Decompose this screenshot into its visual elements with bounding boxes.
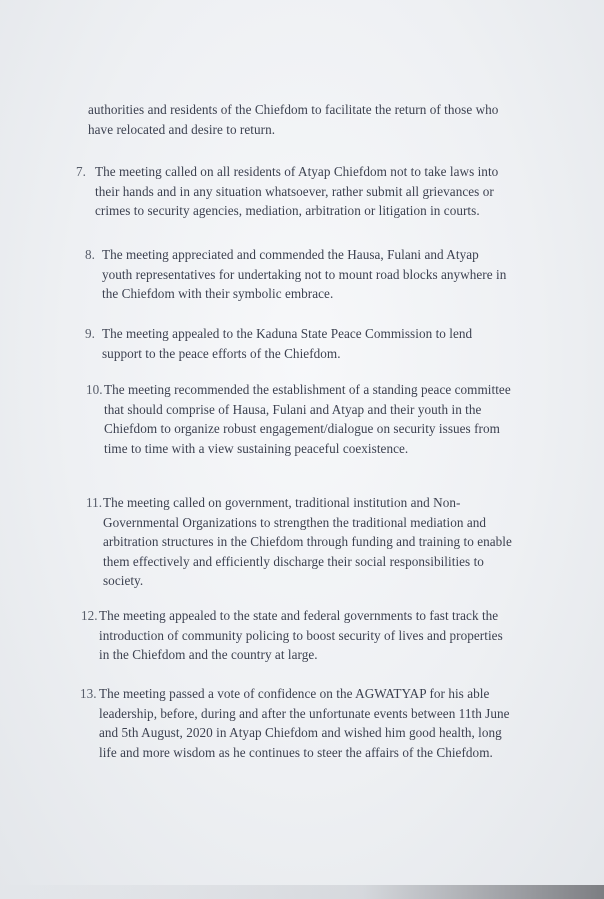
item-line: their hands and in any situation whatsoever, rather submit all grievances or [95, 183, 494, 199]
item-text [99, 606, 503, 665]
item-number: 12. [81, 608, 98, 623]
item-line: that should comprise of Hausa, Fulani and Atyap and their youth in the [104, 401, 482, 417]
item-number: 9. [85, 326, 95, 341]
item-line: youth representatives for undertaking not to mount road blocks anywhere in [102, 266, 507, 282]
item-text [102, 245, 506, 304]
item-number: 13. [80, 686, 97, 701]
item-line: them effectively and efficiently discharge their social responsibilities to [103, 553, 484, 569]
item-number: 7. [76, 164, 86, 179]
item-text [104, 380, 511, 458]
item-line: The meeting appealed to the Kaduna State Peace Commission to lend [102, 326, 473, 341]
item-number: 8. [85, 247, 95, 262]
item-line: leadership, before, during and after the unfortunate events between 11th June [99, 705, 510, 721]
item-number: 11. [86, 495, 103, 510]
item-line: The meeting called on all residents of Atyap Chiefdom not to take laws into [95, 164, 499, 179]
item-text [102, 324, 472, 363]
item-line: The meeting appealed to the state and federal governments to fast track the [99, 608, 499, 623]
item-line: crimes to security agencies, mediation, arbitration or litigation in courts. [95, 203, 480, 218]
item-line: the Chiefdom with their symbolic embrace. [102, 286, 334, 301]
item-line: in the Chiefdom and the country at large. [99, 647, 318, 662]
item-line: Chiefdom to organize robust engagement/dialogue on security issues from [104, 421, 500, 436]
item-line: life and more wisdom as he continues to steer the affairs of the Chiefdom. [99, 744, 493, 760]
intro-line: have relocated and desire to return. [88, 121, 276, 137]
intro-line: authorities and residents of the Chiefdom to facilitate the return of those who [88, 102, 499, 117]
item-line: The meeting recommended the establishment of a standing peace committee [104, 382, 511, 397]
item-line: time to time with a view sustaining peaceful coexistence. [104, 440, 409, 456]
item-text [95, 162, 498, 221]
item-text [99, 684, 510, 762]
item-line: introduction of community policing to boost security of lives and properties [99, 627, 503, 643]
item-line: support to the peace efforts of the Chiefdom. [102, 345, 341, 361]
item-line: Governmental Organizations to strengthen the traditional mediation and [103, 514, 487, 530]
item-line: and 5th August, 2020 in Atyap Chiefdom and wished him good health, long [99, 725, 502, 740]
item-line: The meeting passed a vote of confidence on the AGWATYAP for his able [99, 686, 490, 701]
item-line: society. [103, 573, 144, 588]
item-line: arbitration structures in the Chiefdom through funding and training to enable [103, 534, 512, 549]
page-edge-shadow [0, 885, 604, 899]
item-line: The meeting called on government, traditional institution and Non- [103, 495, 461, 510]
intro-paragraph [88, 100, 498, 139]
item-text [103, 493, 512, 591]
item-line: The meeting appreciated and commended the Hausa, Fulani and Atyap [102, 247, 479, 262]
item-number: 10. [86, 382, 103, 397]
